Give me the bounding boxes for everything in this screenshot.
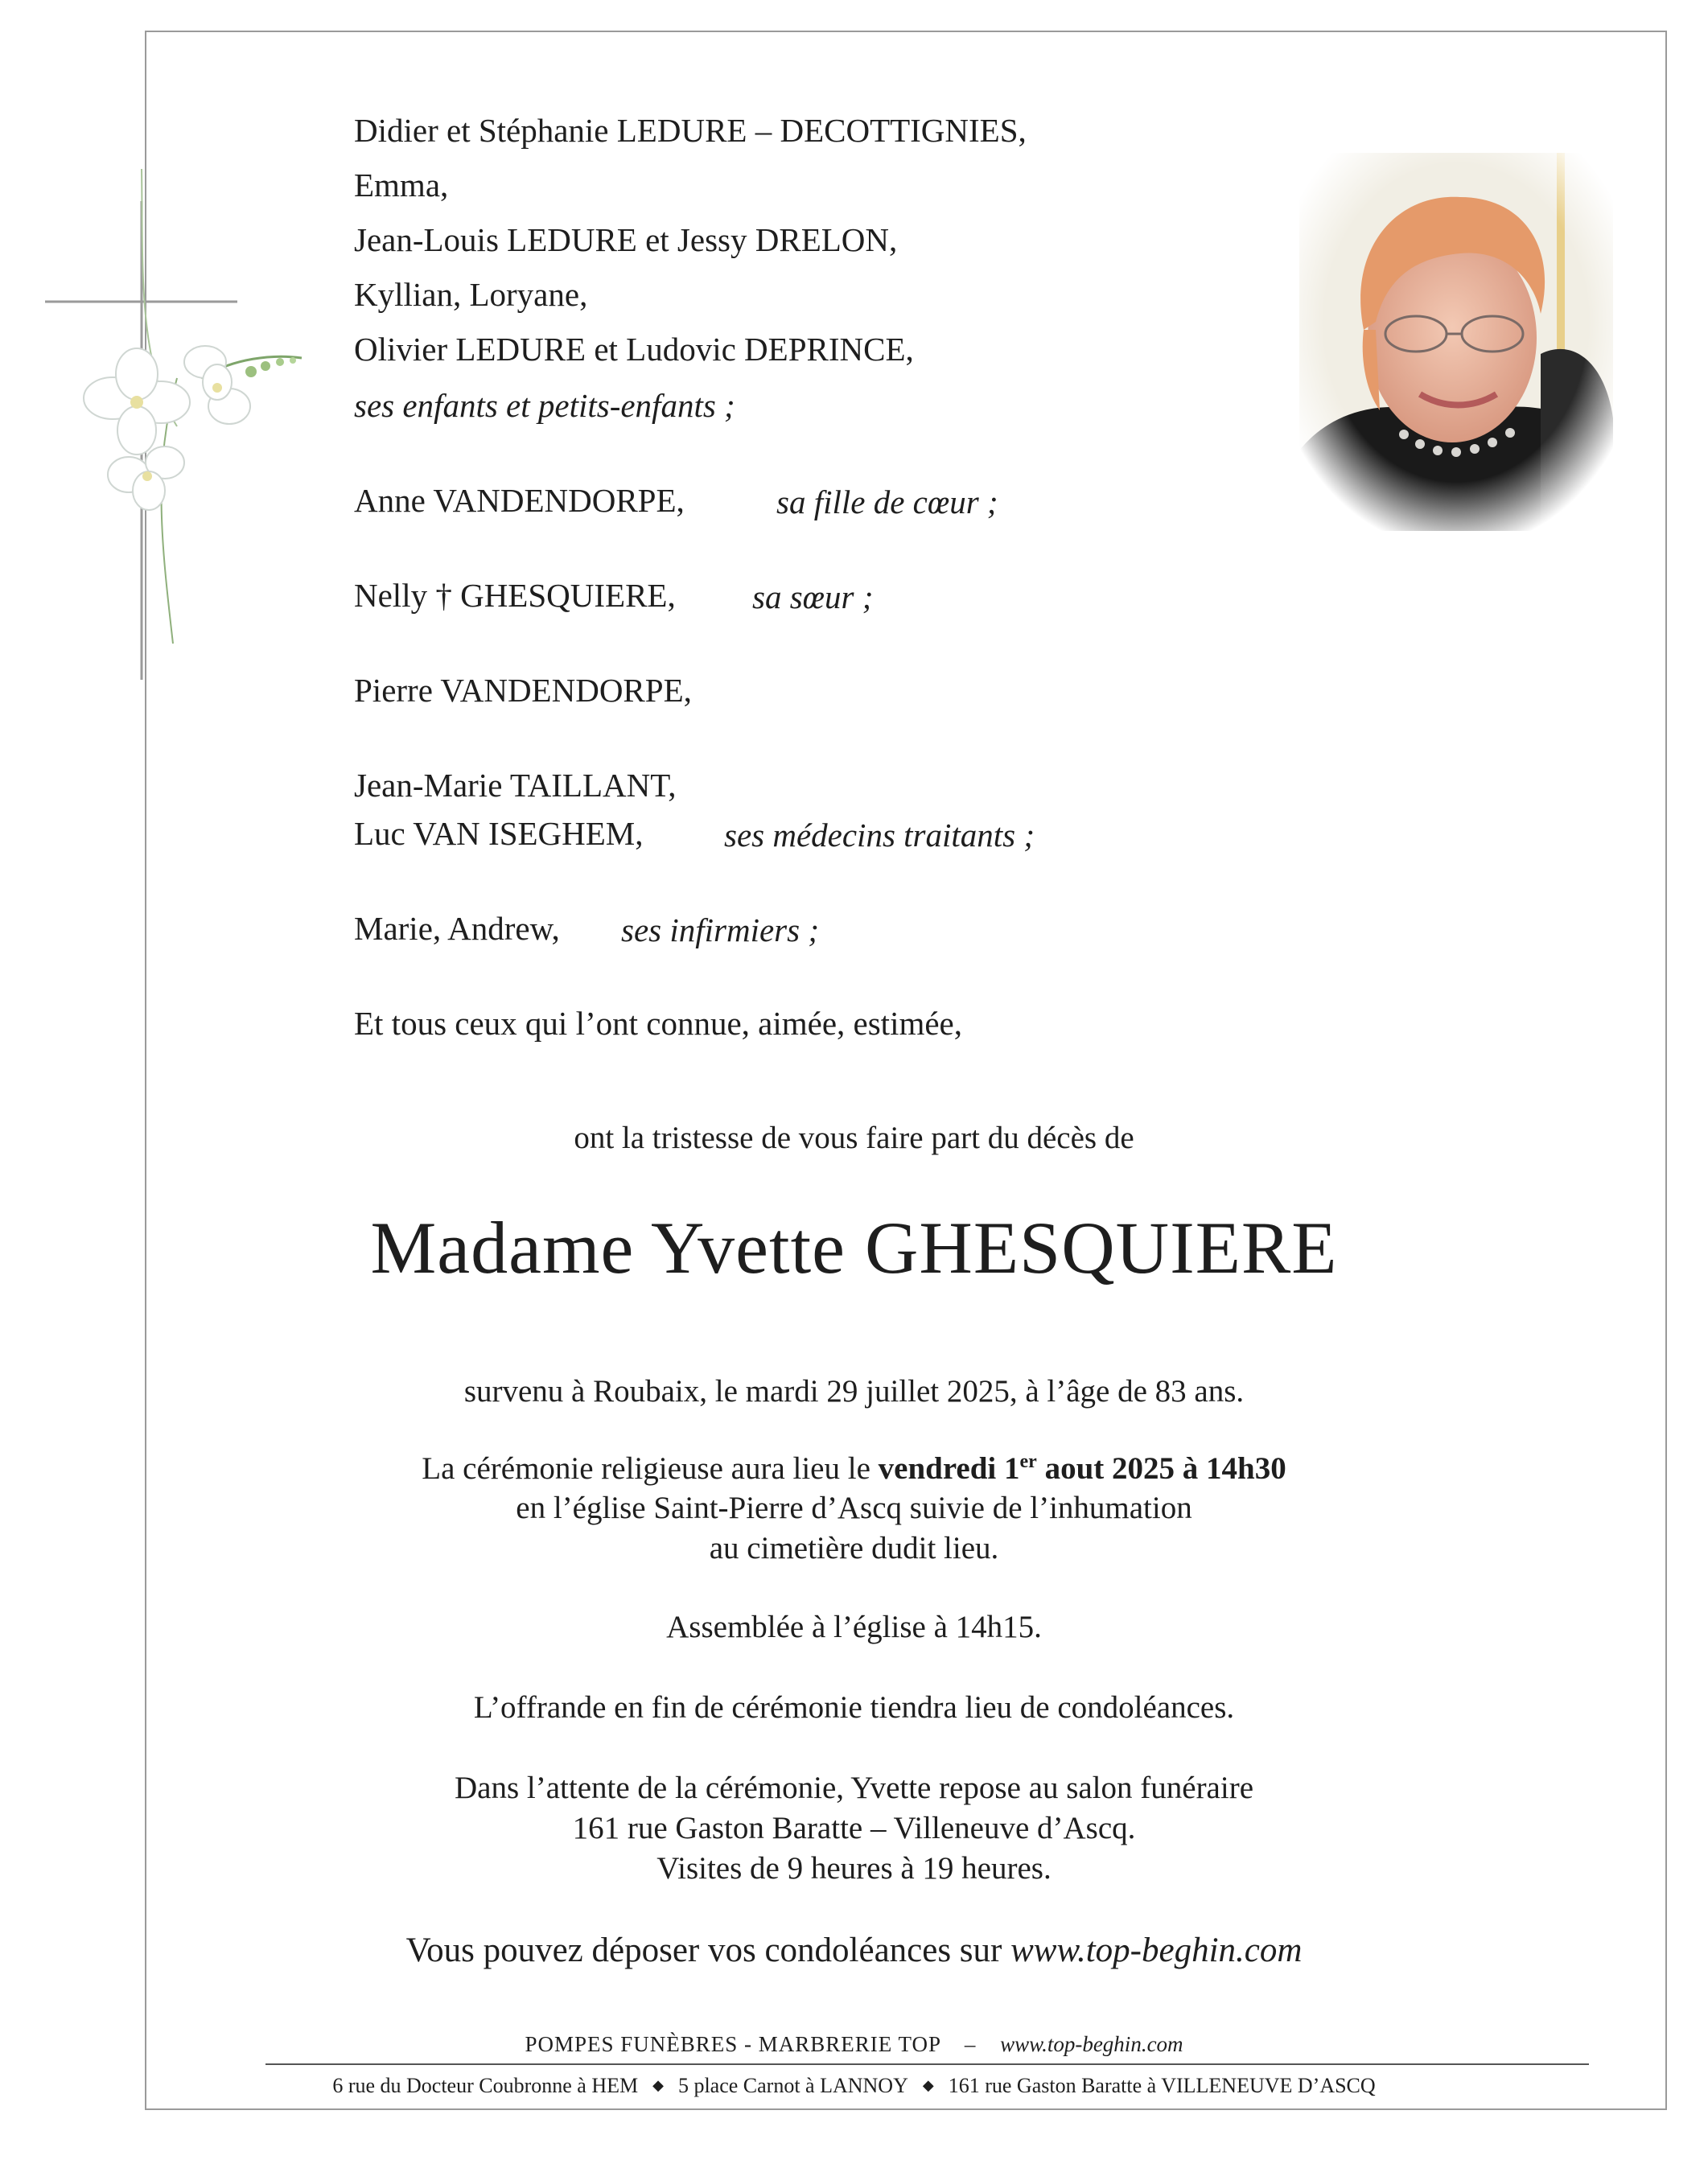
ceremony-date-b: aout 2025 à 14h30 bbox=[1036, 1451, 1286, 1486]
footer-separator: – bbox=[964, 2032, 977, 2056]
ceremony-lead: La cérémonie religieuse aura lieu le bbox=[422, 1451, 879, 1486]
anne-role: sa fille de cœur ; bbox=[776, 483, 998, 520]
ceremony-line-2: en l’église Saint-Pierre d’Ascq suivie de l’inhumation bbox=[516, 1491, 1192, 1525]
footer-company-line bbox=[0, 2032, 1708, 2057]
salon-line-2: 161 rue Gaston Baratte – Villeneuve d’Ascq. bbox=[572, 1811, 1136, 1845]
diamond-icon: ◆ bbox=[652, 2077, 664, 2093]
condolences-url[interactable]: www.top-beghin.com bbox=[1010, 1931, 1303, 1969]
footer-company: POMPES FUNÈBRES - MARBRERIE TOP bbox=[525, 2032, 941, 2056]
family-line-5: Olivier LEDURE et Ludovic DEPRINCE, bbox=[354, 331, 914, 368]
footer-address-hem: 6 rue du Docteur Coubronne à HEM bbox=[332, 2074, 639, 2097]
family-line-1: Didier et Stéphanie LEDURE – DECOTTIGNIES, bbox=[354, 112, 1027, 149]
family-line-4: Kyllian, Loryane, bbox=[354, 276, 588, 313]
anne-name: Anne VANDENDORPE, bbox=[354, 482, 685, 519]
doctor-line-2: Luc VAN ISEGHEM, bbox=[354, 815, 644, 852]
ceremony-date-sup: er bbox=[1019, 1451, 1037, 1472]
footer-address-villeneuve: 161 rue Gaston Baratte à VILLENEUVE D’ASCQ bbox=[948, 2074, 1376, 2097]
footer-address-lannoy: 5 place Carnot à LANNOY bbox=[677, 2074, 908, 2097]
ceremony-date bbox=[879, 1451, 1286, 1486]
announce-line: ont la tristesse de vous faire part du décès de bbox=[574, 1121, 1134, 1155]
ceremony-date-a: vendredi 1 bbox=[878, 1451, 1020, 1486]
offering-line: L’offrande en fin de cérémonie tiendra lieu de condoléances. bbox=[473, 1690, 1235, 1725]
family-line-2: Emma, bbox=[354, 167, 449, 204]
footer-addresses bbox=[0, 2074, 1708, 2098]
nurses-names: Marie, Andrew, bbox=[354, 910, 560, 947]
nelly-name: Nelly † GHESQUIERE, bbox=[354, 577, 676, 614]
portrait-photo bbox=[1299, 153, 1613, 531]
condolences-line bbox=[0, 1931, 1708, 1970]
death-info: survenu à Roubaix, le mardi 29 juillet 2025, à l’âge de 83 ans. bbox=[463, 1374, 1245, 1409]
deceased-name: Madame Yvette GHESQUIERE bbox=[370, 1207, 1338, 1289]
footer-divider bbox=[265, 2063, 1589, 2065]
salon-line-1: Dans l’attente de la cérémonie, Yvette repose au salon funéraire bbox=[454, 1771, 1253, 1805]
assembly-line: Assemblée à l’église à 14h15. bbox=[666, 1610, 1042, 1644]
salon-line-3: Visites de 9 heures à 19 heures. bbox=[656, 1851, 1052, 1886]
others-line: Et tous ceux qui l’ont connue, aimée, estimée, bbox=[354, 1005, 962, 1042]
doctors-role: ses médecins traitants ; bbox=[724, 817, 1035, 854]
footer-url[interactable]: www.top-beghin.com bbox=[1000, 2032, 1183, 2056]
doctor-line-1: Jean-Marie TAILLANT, bbox=[354, 767, 677, 804]
cross-orchid-icon bbox=[40, 161, 314, 692]
nurses-role: ses infirmiers ; bbox=[621, 911, 819, 948]
pierre-name: Pierre VANDENDORPE, bbox=[354, 672, 692, 709]
family-line-3: Jean-Louis LEDURE et Jessy DRELON, bbox=[354, 221, 898, 258]
condolences-text: Vous pouvez déposer vos condoléances sur bbox=[405, 1931, 1011, 1969]
ceremony-line-1 bbox=[0, 1452, 1708, 1484]
diamond-icon: ◆ bbox=[922, 2077, 934, 2093]
family-role: ses enfants et petits-enfants ; bbox=[354, 387, 735, 424]
ceremony-line-3: au cimetière dudit lieu. bbox=[709, 1531, 999, 1565]
nelly-role: sa sœur ; bbox=[752, 578, 874, 615]
